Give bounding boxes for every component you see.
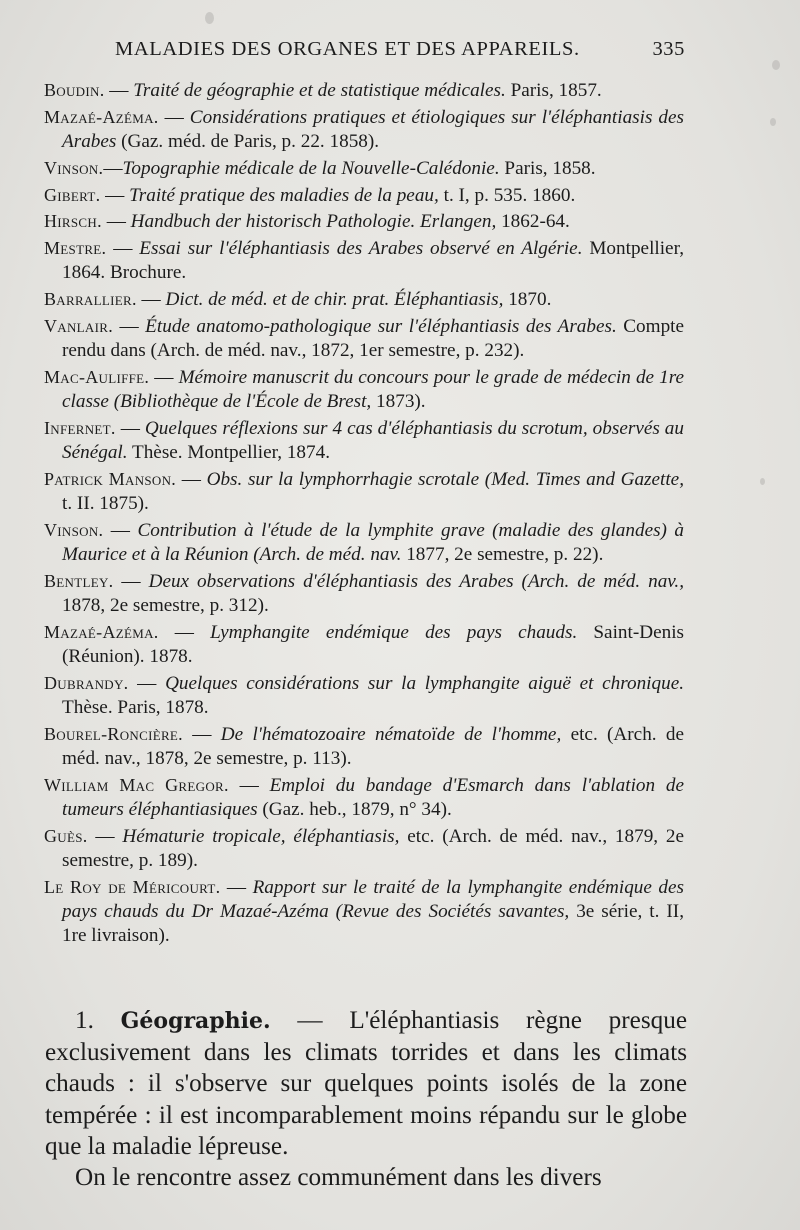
ref-title: Considérations pratiques et étiologiques sur l'éléphantiasis des Arabes: [62, 106, 685, 152]
ref-separator: —: [103, 519, 138, 541]
ref-author: Mestre.: [44, 238, 107, 259]
ref-title: Deux observations d'éléphantiasis des Arabes (Arch. de méd. nav.,: [148, 570, 684, 592]
bibliography-entry: [44, 467, 684, 516]
ref-separator: —: [101, 211, 131, 233]
paper-speck: [770, 118, 776, 126]
bibliography-entry: [44, 105, 684, 154]
bibliography-entry: [44, 78, 684, 103]
ref-title: Étude anatomo-pathologique sur l'éléphantiasis des Arabes.: [145, 315, 617, 337]
ref-details: Thèse. Montpellier, 1874.: [127, 442, 330, 464]
ref-title: Traité de géographie et de statistique médicales.: [133, 80, 506, 101]
ref-details: Compte rendu dans (Arch. de méd. nav., 1872, 1er semestre, p. 232).: [62, 315, 685, 362]
ref-title: Emploi du bandage d'Esmarch dans l'ablation de tumeurs éléphantiasiques: [62, 774, 684, 821]
bibliography-entry: [44, 620, 684, 669]
ref-details: 1873).: [371, 391, 426, 413]
ref-author: Mazaé-Azéma.: [44, 106, 159, 127]
bibliography-entry: [44, 183, 684, 208]
section-paragraph-1: [45, 1005, 687, 1162]
bibliography-entry: [44, 209, 684, 234]
bibliography-entry: [44, 287, 684, 312]
ref-author: Bentley.: [44, 570, 114, 591]
ref-details: Montpellier, 1864. Brochure.: [62, 238, 684, 284]
ref-details: Thèse. Paris, 1878.: [62, 697, 209, 719]
ref-author: Mazaé-Azéma.: [44, 621, 159, 642]
ref-details: Paris, 1858.: [499, 157, 596, 179]
ref-separator: —: [158, 621, 211, 643]
ref-title: Contribution à l'étude de la lymphite grave (maladie des glandes) à Maurice et à la Réunion (Arch. de méd. nav.: [62, 519, 684, 566]
ref-details: t. I, p. 535. 1860.: [438, 184, 576, 206]
paper-speck: [205, 12, 214, 24]
ref-author: Dubrandy.: [44, 672, 129, 693]
bibliography-list: [44, 78, 684, 950]
ref-separator: —: [115, 417, 145, 439]
ref-separator: —: [182, 723, 221, 745]
ref-author: Vinson.: [44, 157, 104, 178]
ref-details: 3e série, t. II, 1re livraison).: [62, 901, 684, 947]
ref-author: Boudin.: [44, 80, 105, 100]
ref-separator: —: [106, 238, 140, 260]
ref-separator: —: [128, 672, 166, 694]
ref-author: Mac-Auliffe.: [44, 366, 150, 387]
bibliography-entry: [44, 236, 684, 285]
bibliography-entry: [44, 569, 684, 618]
ref-details: 1870.: [503, 289, 552, 311]
ref-author: Vanlair.: [44, 315, 114, 336]
ref-details: (Gaz. heb., 1879, n° 34).: [257, 799, 452, 821]
ref-details: 1878, 2e semestre, p. 312).: [62, 595, 269, 617]
ref-author: Guès.: [44, 825, 88, 846]
ref-author: Vinson.: [44, 519, 104, 540]
ref-author: Barrallier.: [44, 289, 137, 310]
ref-separator: —: [220, 876, 253, 898]
section-title: Géographie.: [120, 1008, 271, 1034]
ref-author: Bourel-Roncière.: [44, 723, 183, 744]
running-header: [115, 38, 685, 61]
ref-title: Rapport sur le traité de la lymphangite endémique des pays chauds du Dr Mazaé-Azéma (Revue des Sociétés savantes,: [62, 876, 684, 923]
ref-separator: —: [136, 289, 166, 311]
bibliography-entry: [44, 773, 684, 822]
bibliography-entry: [44, 722, 684, 771]
paper-speck: [772, 60, 780, 70]
ref-title: De l'hématozoaire nématoïde de l'homme,: [220, 723, 562, 745]
bibliography-entry: [44, 416, 684, 465]
bibliography-entry: [44, 824, 684, 873]
bibliography-entry: [44, 314, 684, 363]
ref-title: Dict. de méd. et de chir. prat. Éléphantiasis,: [165, 289, 504, 311]
ref-title: Lymphangite endémique des pays chauds.: [210, 621, 578, 643]
bibliography-entry: [44, 875, 684, 949]
ref-title: Mémoire manuscrit du concours pour le grade de médecin de 1re classe (Bibliothèque de l'École de Brest,: [62, 366, 685, 413]
page-number: 335: [652, 38, 685, 60]
ref-title: Topographie médicale de la Nouvelle-Calédonie.: [122, 157, 500, 179]
ref-title: Obs. sur la lymphorrhagie scrotale (Med. Times and Gazette,: [206, 468, 684, 490]
ref-separator: —: [103, 157, 123, 179]
ref-details: (Gaz. méd. de Paris, p. 22. 1858).: [116, 131, 380, 152]
ref-author: William Mac Gregor.: [44, 774, 229, 795]
bibliography-entry: [44, 156, 684, 181]
section-dash: —: [270, 1007, 350, 1034]
ref-details: etc. (Arch. de méd. nav., 1879, 2e semestre, p. 189).: [62, 825, 685, 872]
section-number: 1.: [75, 1007, 94, 1034]
ref-author: Gibert.: [44, 184, 101, 205]
ref-title: Traité pratique des maladies de la peau,: [129, 184, 439, 206]
ref-separator: —: [149, 366, 179, 388]
ref-details: t. II. 1875).: [62, 493, 149, 515]
bibliography-entry: [44, 365, 684, 414]
ref-title: Handbuch der historisch Pathologie. Erlangen,: [130, 211, 497, 233]
ref-details: 1877, 2e semestre, p. 22).: [401, 544, 604, 566]
ref-details: Paris, 1857.: [505, 80, 602, 101]
ref-separator: —: [104, 80, 134, 101]
section-paragraph-2: On le rencontre assez communément dans les divers: [75, 1164, 602, 1192]
ref-separator: —: [113, 315, 146, 337]
paper-speck: [760, 478, 765, 485]
ref-title: Quelques réflexions sur 4 cas d'éléphantiasis du scrotum, observés au Sénégal.: [62, 417, 684, 464]
ref-author: Le Roy de Méricourt.: [44, 876, 221, 897]
ref-title: Quelques considérations sur la lymphangite aiguë et chronique.: [165, 672, 685, 694]
ref-separator: —: [158, 106, 190, 128]
ref-separator: —: [113, 570, 149, 592]
bibliography-entry: [44, 671, 684, 720]
ref-details: etc. (Arch. de méd. nav., 1878, 2e semestre, p. 113).: [62, 723, 685, 770]
ref-separator: —: [87, 825, 123, 847]
ref-title: Essai sur l'éléphantiasis des Arabes observé en Algérie.: [139, 238, 583, 260]
ref-separator: —: [100, 184, 130, 206]
paragraph-1-text: L'éléphantiasis règne presque exclusivement dans les climats torrides et dans les climats chauds : il s'observe sur quelques points isolés de la zone tempérée : il est incomparablement moins répandu sur le globe que la maladie lépreuse.: [45, 1007, 688, 1160]
ref-details: 1862-64.: [496, 211, 570, 233]
ref-separator: —: [228, 774, 270, 796]
ref-author: Patrick Manson.: [44, 468, 177, 489]
ref-details: Saint-Denis (Réunion). 1878.: [62, 621, 684, 668]
ref-author: Infernet.: [44, 417, 116, 438]
section-text: [45, 1005, 687, 1193]
ref-separator: —: [176, 468, 207, 490]
ref-title: Hématurie tropicale, éléphantiasis,: [122, 825, 400, 847]
running-title: MALADIES DES ORGANES ET DES APPAREILS.: [115, 38, 580, 60]
ref-author: Hirsch.: [44, 211, 102, 232]
bibliography-entry: [44, 518, 684, 567]
